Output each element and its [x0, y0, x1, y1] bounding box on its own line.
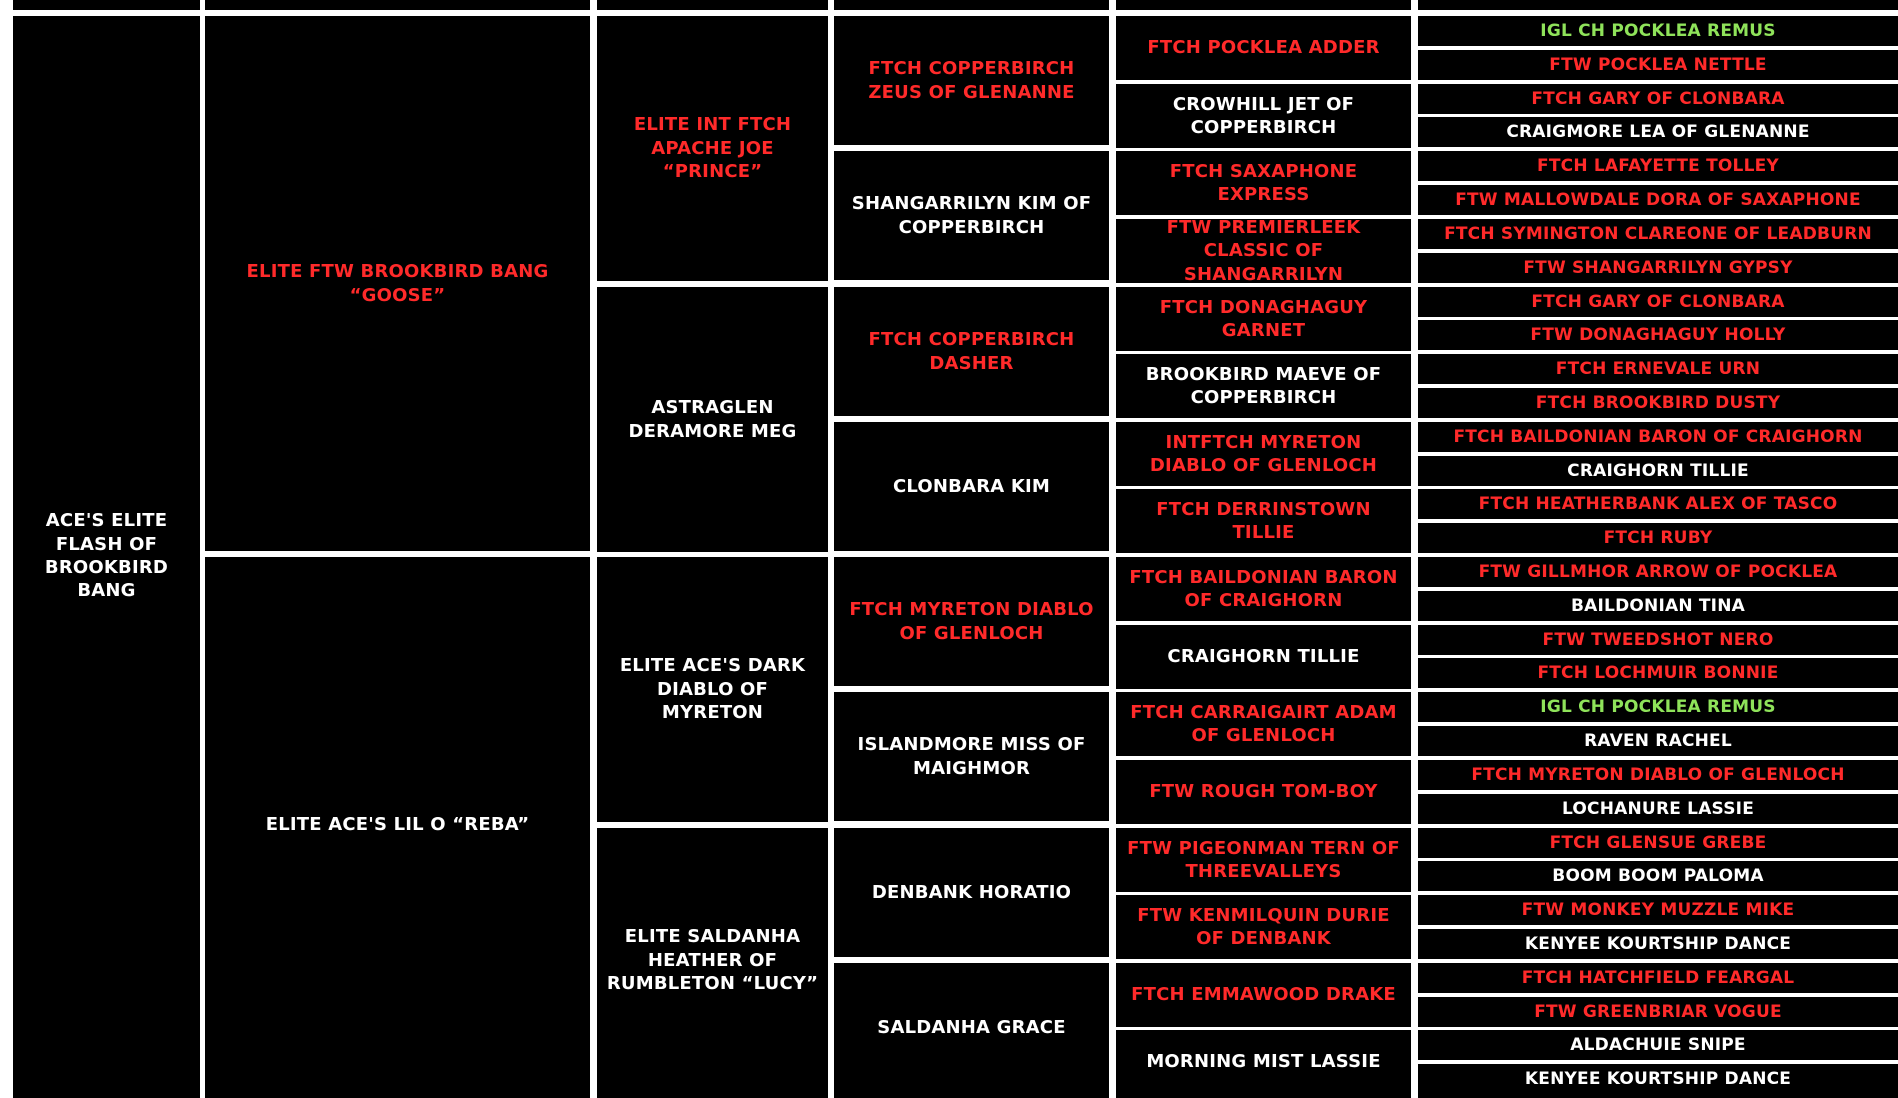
row-edge-top [834, 0, 1109, 10]
gen5-ancestor-cell [1418, 117, 1898, 147]
dog-name: INTFTCH MYRETON DIABLO OF GLENLOCH [1149, 431, 1378, 476]
gen4-ancestor-cell [1116, 489, 1411, 553]
gen5-ancestor-cell [1418, 828, 1898, 858]
gen5-ancestor-cell [1418, 997, 1898, 1027]
great-grandparent-cell [834, 151, 1109, 280]
gen5-ancestor-cell [1418, 388, 1898, 418]
gen4-ancestor-cell [1116, 354, 1411, 418]
gen4-ancestor-cell [1116, 16, 1411, 80]
dog-name: ELITE ACE'S LIL O “REBA” [265, 813, 530, 835]
great-grandparent-cell [834, 16, 1109, 145]
dog-name: FTCH RUBY [1603, 527, 1713, 548]
row-edge-top [1418, 0, 1898, 10]
gen5-ancestor-cell [1418, 354, 1898, 384]
gen4-ancestor-cell [1116, 219, 1411, 283]
dog-name: FTCH HEATHERBANK ALEX OF TASCO [1478, 493, 1838, 514]
gen4-ancestor-cell [1116, 151, 1411, 215]
dog-name: FTCH GLENSUE GREBE [1549, 832, 1767, 853]
dog-name: FTW PIGEONMAN TERN OF THREEVALLEYS [1127, 837, 1400, 882]
dog-name: CRAIGMORE LEA OF GLENANNE [1506, 121, 1810, 142]
dog-name: ACE'S ELITE FLASH OF BROOKBIRD BANG [44, 510, 169, 602]
dog-name: CROWHILL JET OF COPPERBIRCH [1172, 93, 1355, 138]
great-grandparent-cell [834, 692, 1109, 821]
subject-cell [13, 16, 200, 1096]
gen4-ancestor-cell [1116, 692, 1411, 756]
gen4-ancestor-cell [1116, 287, 1411, 351]
dog-name: IGL CH POCKLEA REMUS [1540, 20, 1776, 41]
parent-cell [205, 557, 590, 1092]
dog-name: ELITE ACE'S DARK DIABLO OF MYRETON [619, 655, 806, 724]
great-grandparent-cell [834, 963, 1109, 1092]
dog-name: FTW ROUGH TOM-BOY [1149, 781, 1378, 803]
dog-name: FTCH SYMINGTON CLAREONE OF LEADBURN [1444, 223, 1872, 244]
dog-name: ELITE FTW BROOKBIRD BANG “GOOSE” [246, 261, 549, 306]
grandparent-cell [597, 287, 828, 552]
gen4-ancestor-cell [1116, 760, 1411, 824]
gen5-ancestor-cell [1418, 1030, 1898, 1060]
gen4-ancestor-cell [1116, 963, 1411, 1027]
dog-name: ELITE INT FTCH APACHE JOE “PRINCE” [633, 114, 792, 183]
great-grandparent-cell [834, 557, 1109, 686]
dog-name: FTCH COPPERBIRCH ZEUS OF GLENANNE [868, 58, 1075, 103]
row-edge-top [13, 0, 200, 10]
gen5-ancestor-cell [1418, 151, 1898, 181]
dog-name: BAILDONIAN TINA [1571, 595, 1745, 616]
gen5-ancestor-cell [1418, 16, 1898, 46]
grandparent-cell [597, 16, 828, 281]
gen4-ancestor-cell [1116, 1030, 1411, 1094]
row-edge-top [597, 0, 828, 10]
gen5-ancestor-cell [1418, 963, 1898, 993]
gen5-ancestor-cell [1418, 591, 1898, 621]
dog-name: KENYEE KOURTSHIP DANCE [1524, 933, 1792, 954]
dog-name: FTCH ERNEVALE URN [1555, 358, 1761, 379]
dog-name: FTW PREMIERLEEK CLASSIC OF SHANGARRILYN [1166, 219, 1361, 283]
dog-name: FTCH CARRAIGAIRT ADAM OF GLENLOCH [1130, 701, 1397, 746]
parent-cell [205, 16, 590, 551]
gen4-ancestor-cell [1116, 422, 1411, 486]
gen5-ancestor-cell [1418, 557, 1898, 587]
dog-name: FTW MONKEY MUZZLE MIKE [1521, 899, 1795, 920]
dog-name: FTCH HATCHFIELD FEARGAL [1521, 967, 1795, 988]
dog-name: FTCH GARY OF CLONBARA [1531, 88, 1785, 109]
great-grandparent-cell [834, 287, 1109, 416]
great-grandparent-cell [834, 828, 1109, 957]
row-edge-bottom [834, 1091, 1109, 1098]
gen5-ancestor-cell [1418, 84, 1898, 114]
dog-name: FTCH MYRETON DIABLO OF GLENLOCH [1471, 764, 1845, 785]
dog-name: FTCH EMMAWOOD DRAKE [1131, 984, 1396, 1006]
dog-name: FTW SHANGARRILYN GYPSY [1523, 257, 1793, 278]
dog-name: FTCH DONAGHAGUY GARNET [1159, 296, 1368, 341]
gen5-ancestor-cell [1418, 219, 1898, 249]
gen4-ancestor-cell [1116, 84, 1411, 148]
dog-name: FTW KENMILQUIN DURIE OF DENBANK [1137, 904, 1390, 949]
grandparent-cell [597, 828, 828, 1093]
gen4-ancestor-cell [1116, 828, 1411, 892]
gen5-ancestor-cell [1418, 726, 1898, 756]
dog-name: FTCH BROOKBIRD DUSTY [1535, 392, 1781, 413]
dog-name: MORNING MIST LASSIE [1146, 1051, 1381, 1073]
gen5-ancestor-cell [1418, 523, 1898, 553]
gen4-ancestor-cell [1116, 557, 1411, 621]
gen5-ancestor-cell [1418, 625, 1898, 655]
dog-name: KENYEE KOURTSHIP DANCE [1524, 1068, 1792, 1089]
dog-name: ASTRAGLEN DERAMORE MEG [628, 397, 797, 442]
dog-name: FTCH DERRINSTOWN TILLIE [1156, 498, 1371, 543]
gen5-ancestor-cell [1418, 185, 1898, 215]
gen5-ancestor-cell [1418, 658, 1898, 688]
dog-name: CLONBARA KIM [892, 475, 1051, 497]
dog-name: CRAIGHORN TILLIE [1567, 460, 1749, 481]
gen4-ancestor-cell [1116, 625, 1411, 689]
dog-name: CRAIGHORN TILLIE [1167, 646, 1360, 668]
gen5-ancestor-cell [1418, 422, 1898, 452]
dog-name: DENBANK HORATIO [871, 881, 1072, 903]
dog-name: RAVEN RACHEL [1584, 730, 1732, 751]
gen5-ancestor-cell [1418, 1064, 1898, 1094]
gen5-ancestor-cell [1418, 50, 1898, 80]
dog-name: FTCH SAXAPHONE EXPRESS [1169, 160, 1358, 205]
dog-name: ALDACHUIE SNIPE [1570, 1034, 1746, 1055]
gen5-ancestor-cell [1418, 760, 1898, 790]
great-grandparent-cell [834, 422, 1109, 551]
gen5-ancestor-cell [1418, 794, 1898, 824]
gen5-ancestor-cell [1418, 895, 1898, 925]
dog-name: IGL CH POCKLEA REMUS [1540, 696, 1776, 717]
dog-name: FTCH BAILDONIAN BARON OF CRAIGHORN [1453, 426, 1863, 447]
dog-name: FTW GREENBRIAR VOGUE [1534, 1001, 1782, 1022]
dog-name: ISLANDMORE MISS OF MAIGHMOR [857, 734, 1086, 779]
dog-name: LOCHANURE LASSIE [1561, 798, 1755, 819]
dog-name: BOOM BOOM PALOMA [1552, 865, 1764, 886]
grandparent-cell [597, 557, 828, 822]
gen5-ancestor-cell [1418, 253, 1898, 283]
dog-name: BROOKBIRD MAEVE OF COPPERBIRCH [1145, 363, 1382, 408]
gen4-ancestor-cell [1116, 895, 1411, 959]
dog-name: FTCH COPPERBIRCH DASHER [868, 329, 1075, 374]
dog-name: FTW TWEEDSHOT NERO [1542, 629, 1774, 650]
dog-name: FTCH MYRETON DIABLO OF GLENLOCH [849, 599, 1094, 644]
dog-name: FTCH LOCHMUIR BONNIE [1537, 662, 1779, 683]
dog-name: FTW DONAGHAGUY HOLLY [1530, 324, 1786, 345]
dog-name: FTW MALLOWDALE DORA OF SAXAPHONE [1455, 189, 1861, 210]
dog-name: FTCH POCKLEA ADDER [1147, 37, 1380, 59]
row-edge-top [1116, 0, 1411, 10]
gen5-ancestor-cell [1418, 489, 1898, 519]
row-edge-top [205, 0, 590, 10]
gen5-ancestor-cell [1418, 456, 1898, 486]
dog-name: FTCH GARY OF CLONBARA [1531, 291, 1785, 312]
dog-name: SHANGARRILYN KIM OF COPPERBIRCH [851, 193, 1092, 238]
dog-name: FTCH LAFAYETTE TOLLEY [1537, 155, 1779, 176]
dog-name: FTCH BAILDONIAN BARON OF CRAIGHORN [1129, 566, 1398, 611]
dog-name: SALDANHA GRACE [877, 1016, 1066, 1038]
gen5-ancestor-cell [1418, 929, 1898, 959]
dog-name: FTW POCKLEA NETTLE [1549, 54, 1767, 75]
row-edge-bottom [205, 1091, 590, 1098]
gen5-ancestor-cell [1418, 692, 1898, 722]
dog-name: ELITE SALDANHA HEATHER OF RUMBLETON “LUCY” [606, 926, 819, 995]
gen5-ancestor-cell [1418, 861, 1898, 891]
dog-name: FTW GILLMHOR ARROW OF POCKLEA [1478, 561, 1838, 582]
gen5-ancestor-cell [1418, 320, 1898, 350]
gen5-ancestor-cell [1418, 287, 1898, 317]
